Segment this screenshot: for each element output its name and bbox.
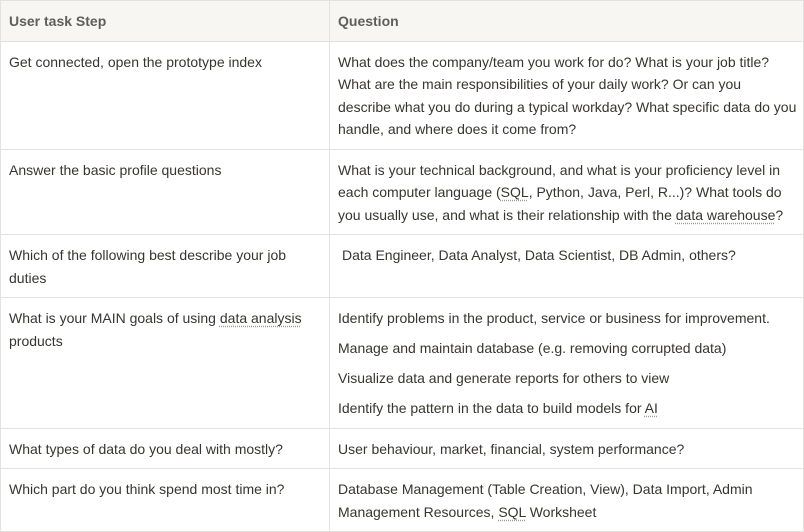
- table-row: [1, 41, 804, 149]
- question-cell: [330, 469, 804, 532]
- table-row: [1, 149, 804, 235]
- header-question: Question: [330, 1, 804, 42]
- sql-term: SQL: [498, 503, 526, 520]
- question-cell: What does the company/team you work for do? What is your job title? What are the main responsibilities of your daily work? Or can you describe what you do during a typical workday? What specific data do you handle, and where does it come from?: [330, 41, 804, 149]
- table-header-row: [1, 1, 804, 42]
- table-row: [1, 298, 804, 429]
- ai-term: AI: [644, 400, 658, 416]
- data-analysis-term: data analysis: [219, 310, 302, 326]
- step-cell: What types of data do you deal with mostly?: [1, 428, 330, 469]
- answer-line: Identify problems in the product, service or business for improvement.: [338, 310, 770, 326]
- step-cell: Get connected, open the prototype index: [1, 41, 330, 149]
- question-text: What is your technical background, and what is your proficiency level in each computer language (: [338, 161, 780, 200]
- sql-term: SQL: [500, 184, 529, 200]
- answer-text: Identify the pattern in the data to build models for: [338, 400, 645, 416]
- question-cell: [330, 235, 804, 298]
- question-text: Worksheet: [525, 503, 597, 520]
- answer-line: Manage and maintain database (e.g. removing corrupted data): [338, 340, 727, 356]
- question-text: Data Engineer, Data Analyst, Data Scientist, DB Admin, others?: [342, 247, 736, 263]
- data-warehouse-term: data warehouse: [675, 206, 776, 223]
- answer-line: [338, 397, 797, 420]
- question-cell: [330, 298, 804, 429]
- step-text: products: [9, 332, 63, 349]
- question-text: Database Management (Table Creation, View), Data Import, Admin Management Resources,: [338, 481, 753, 520]
- header-user-task-step: User task Step: [1, 1, 330, 42]
- step-cell: Answer the basic profile questions: [1, 149, 330, 235]
- question-text: ?: [775, 206, 784, 223]
- question-cell: User behaviour, market, financial, system performance?: [330, 428, 804, 469]
- step-cell: Which of the following best describe your job duties: [1, 235, 330, 298]
- step-cell: Which part do you think spend most time in?: [1, 469, 330, 532]
- table-row: [1, 428, 804, 469]
- answer-line: Visualize data and generate reports for others to view: [338, 370, 670, 386]
- step-text: What is your MAIN goals of using: [9, 310, 220, 326]
- question-cell: [330, 149, 804, 235]
- table-row: [1, 235, 804, 298]
- question-text: , Python, Java, Perl, R...)? What tools do you usually use, and what is their relationship with the: [338, 184, 782, 223]
- step-cell: [1, 298, 330, 429]
- table-row: [1, 469, 804, 532]
